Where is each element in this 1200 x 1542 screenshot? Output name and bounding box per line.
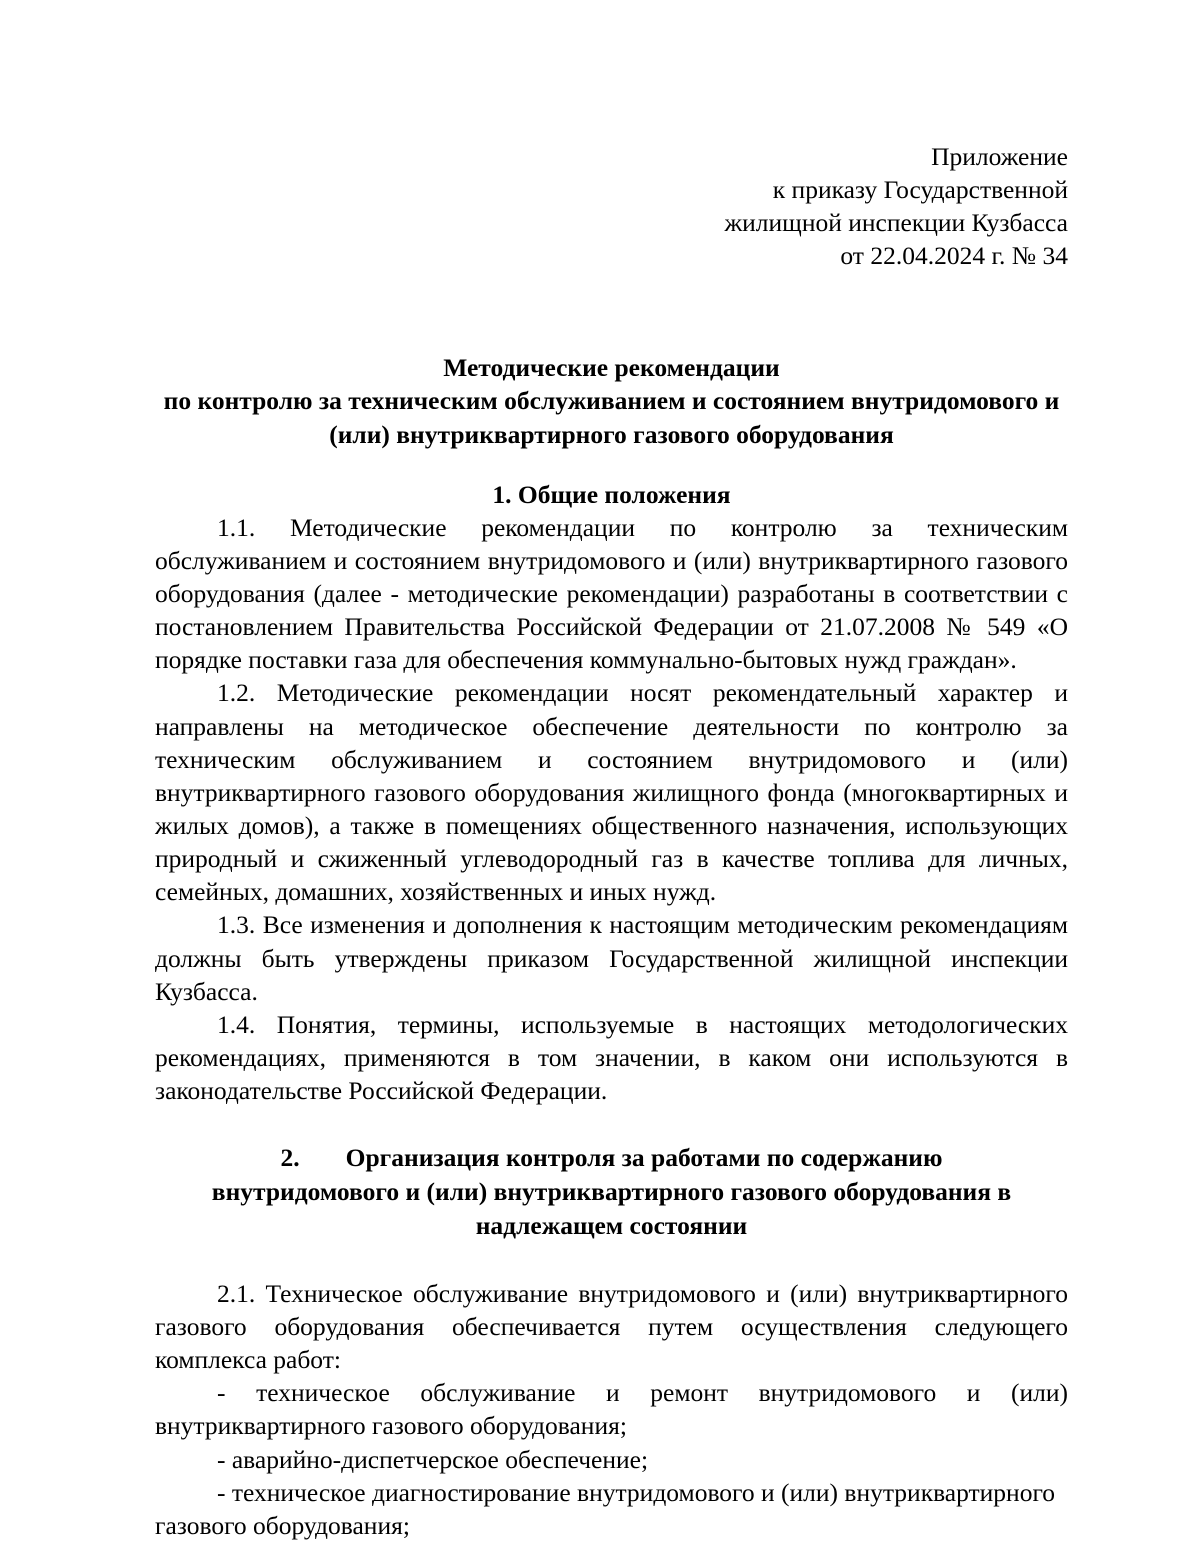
section-1-paragraph-1: 1.1. Методические рекомендации по контролю за техническим обслуживанием и состоянием внутридомового и (или) внутриквартирного газового оборудования (далее - методические рекомендации) разработаны в соответствии с постановлением Правительства Российской Федерации от 21.07.2008 № 549 «О порядке поставки газа для обеспечения коммунально-бытовых нужд граждан».: [155, 512, 1068, 675]
spacer-2: [155, 1243, 1068, 1277]
section-1-paragraph-2: 1.2. Методические рекомендации носят рекомендательный характер и направлены на методическое обеспечение деятельности по контролю за техническим обслуживанием и состоянием внутридомового и (или) внутриквартирного газового оборудования жилищного фонда (многоквартирных и жилых домов), а также в помещениях общественного назначения, использующих природный и сжиженный углеводородный газ в качестве топлива для личных, семейных, домашних, хозяйственных и иных нужд.: [155, 678, 1068, 907]
page-title: [155, 351, 1068, 452]
section-2-heading-line-2: внутридомового и (или) внутриквартирного газового оборудования в: [211, 1177, 1012, 1207]
section-2-paragraph-1: 2.1. Техническое обслуживание внутридомового и (или) внутриквартирного газового оборудования обеспечивается путем осуществления следующего комплекса работ:: [155, 1278, 1068, 1375]
section-1-paragraph-3: 1.3. Все изменения и дополнения к настоящим методическим рекомендациям должны быть утверждены приказом Государственной жилищной инспекции Кузбасса.: [155, 910, 1068, 1006]
section-2-heading-text-1: Организация контроля за работами по содержанию: [345, 1143, 943, 1173]
title-line-2: по контролю за техническим обслуживанием и состоянием внутридомового и: [163, 386, 1060, 416]
header-line-1: Приложение: [931, 142, 1068, 171]
header-line-4: от 22.04.2024 г. № 34: [840, 241, 1068, 271]
section-1-heading: 1. Общие положения: [492, 479, 731, 509]
spacer: [155, 273, 1068, 351]
section-2-heading-line-1: [155, 1141, 1068, 1175]
section-1-paragraph-4: 1.4. Понятия, термины, используемые в настоящих методологических рекомендациях, применяются в том значении, в каком они используются в законодательстве Российской Федерации.: [155, 1009, 1068, 1106]
section-2-heading: [155, 1141, 1068, 1243]
section-2-heading-line-3: надлежащем состоянии: [475, 1211, 748, 1241]
header-line-3: жилищной инспекции Кузбасса: [724, 208, 1068, 238]
document-header: [155, 140, 1068, 273]
title-line-1: Методические рекомендации: [443, 352, 780, 382]
section-2-list-item-2: - аварийно-диспетчерское обеспечение;: [217, 1444, 649, 1474]
section-2-number: 2.: [280, 1143, 300, 1173]
section-2-list-item-1: - техническое обслуживание и ремонт внутридомового и (или) внутриквартирного газового оборудования;: [155, 1378, 1068, 1441]
title-line-3: (или) внутриквартирного газового оборудования: [329, 419, 894, 449]
header-line-2: к приказу Государственной: [772, 175, 1068, 205]
section-2-list-item-3: - техническое диагностирование внутридомового и (или) внутриквартирного газового оборудования;: [155, 1477, 1056, 1540]
